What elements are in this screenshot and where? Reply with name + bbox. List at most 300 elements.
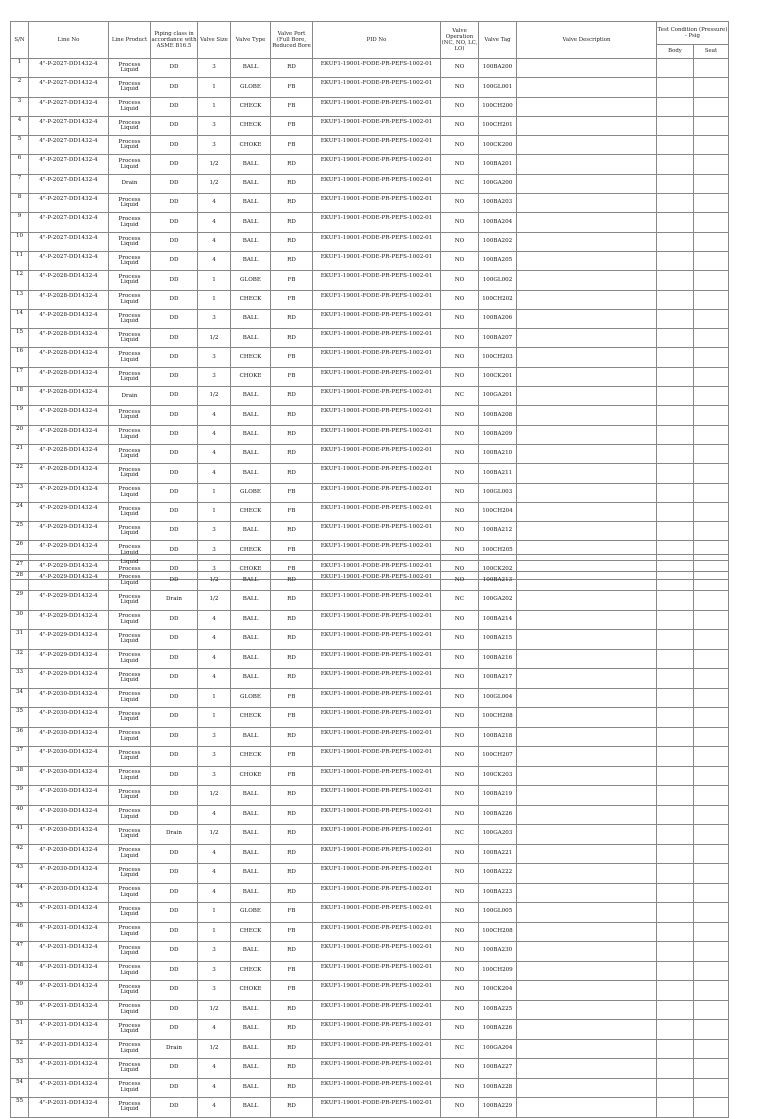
valve-tag-cell: 100BA208 [479, 406, 517, 425]
line-no-cell: 4"-P-2028-DD1432-4 [29, 290, 109, 309]
valve-tag-cell: 100GA201 [479, 387, 517, 406]
line-product-cell: Process Liquid [109, 942, 151, 962]
piping-class-cell: DD [151, 708, 198, 728]
valve-operation-cell: NO [441, 406, 479, 425]
valve-description-cell [517, 981, 657, 1001]
header-pid-no: PID No [313, 22, 441, 59]
sn-cell: 24 [11, 502, 29, 521]
line-product-cell: Process Liquid [109, 844, 151, 864]
valve-table-page-1 [10, 21, 729, 580]
line-no-cell: 4"-P-2031-DD1432-4 [29, 1020, 109, 1040]
valve-type-cell: BALL [231, 464, 271, 483]
pid-no-cell: EKUF1-19001-FODE-PR-PEFS-1002-01 [313, 669, 441, 689]
piping-class-cell: DD [151, 194, 198, 213]
pid-no-cell: EKUF1-19001-FODE-PR-PEFS-1002-01 [313, 78, 441, 97]
valve-size-cell: 4 [198, 251, 231, 270]
pid-no-cell: EKUF1-19001-FODE-PR-PEFS-1002-01 [313, 747, 441, 767]
line-product-cell: Process Liquid [109, 213, 151, 232]
valve-description-cell [517, 367, 657, 386]
valve-size-cell: 1/2 [198, 329, 231, 348]
test-seat-cell [694, 1020, 729, 1040]
valve-size-cell: 4 [198, 232, 231, 251]
sn-cell: 25 [11, 522, 29, 541]
table-row [11, 1039, 729, 1059]
test-seat-cell [694, 591, 729, 611]
pid-no-cell: EKUF1-19001-FODE-PR-PEFS-1002-01 [313, 591, 441, 611]
test-seat-cell [694, 116, 729, 135]
pid-no-cell: EKUF1-19001-FODE-PR-PEFS-1002-01 [313, 786, 441, 806]
test-body-cell [657, 155, 694, 174]
valve-port-cell: FB [271, 922, 313, 942]
valve-type-cell: BALL [231, 232, 271, 251]
valve-port-cell: RD [271, 805, 313, 825]
line-no-cell: 4"-P-2027-DD1432-4 [29, 232, 109, 251]
line-product-cell: Process Liquid [109, 444, 151, 463]
pid-no-cell: EKUF1-19001-FODE-PR-PEFS-1002-01 [313, 541, 441, 560]
valve-description-cell [517, 1020, 657, 1040]
test-seat-cell [694, 251, 729, 270]
valve-description-cell [517, 591, 657, 611]
valve-port-cell: FB [271, 688, 313, 708]
line-no-cell: 4"-P-2030-DD1432-4 [29, 766, 109, 786]
valve-type-cell: CHOKE [231, 766, 271, 786]
empty-cell [151, 555, 198, 572]
test-body-cell [657, 387, 694, 406]
test-body-cell [657, 942, 694, 962]
table-row [11, 155, 729, 174]
test-body-cell [657, 406, 694, 425]
pid-no-cell: EKUF1-19001-FODE-PR-PEFS-1002-01 [313, 1000, 441, 1020]
sn-cell: 8 [11, 194, 29, 213]
sn-cell: 47 [11, 942, 29, 962]
valve-port-cell: FB [271, 271, 313, 290]
table-row [11, 194, 729, 213]
table-row [11, 805, 729, 825]
valve-size-cell: 4 [198, 194, 231, 213]
test-body-cell [657, 116, 694, 135]
line-no-cell: 4"-P-2028-DD1432-4 [29, 444, 109, 463]
piping-class-cell: DD [151, 922, 198, 942]
table-row [11, 571, 729, 591]
sn-cell: 19 [11, 406, 29, 425]
test-seat-cell [694, 981, 729, 1001]
pid-no-cell: EKUF1-19001-FODE-PR-PEFS-1002-01 [313, 155, 441, 174]
header-valve-port: Valve Port (Full Bore, Reduced Bore [271, 22, 313, 59]
valve-port-cell: RD [271, 844, 313, 864]
valve-size-cell: 1/2 [198, 825, 231, 845]
piping-class-cell: DD [151, 883, 198, 903]
pid-no-cell: EKUF1-19001-FODE-PR-PEFS-1002-01 [313, 883, 441, 903]
line-no-cell: 4"-P-2028-DD1432-4 [29, 271, 109, 290]
empty-cell [479, 555, 517, 572]
valve-port-cell: FB [271, 708, 313, 728]
header-body: Body [657, 45, 694, 59]
valve-type-cell: BALL [231, 649, 271, 669]
test-body-cell [657, 290, 694, 309]
test-body-cell [657, 922, 694, 942]
pid-no-cell: EKUF1-19001-FODE-PR-PEFS-1002-01 [313, 271, 441, 290]
line-product-cell: Process Liquid [109, 1020, 151, 1040]
table-row [11, 903, 729, 923]
table-row [11, 59, 729, 78]
line-product-cell: Process Liquid [109, 271, 151, 290]
pid-no-cell: EKUF1-19001-FODE-PR-PEFS-1002-01 [313, 903, 441, 923]
piping-class-cell: DD [151, 329, 198, 348]
line-product-cell: Process Liquid [109, 59, 151, 78]
piping-class-cell: DD [151, 903, 198, 923]
valve-port-cell: FB [271, 961, 313, 981]
piping-class-cell: DD [151, 425, 198, 444]
test-seat-cell [694, 232, 729, 251]
valve-type-cell: BALL [231, 591, 271, 611]
valve-size-cell: 1/2 [198, 571, 231, 591]
valve-tag-cell: 100CH201 [479, 116, 517, 135]
valve-description-cell [517, 425, 657, 444]
line-product-cell: Process Liquid [109, 116, 151, 135]
valve-tag-cell: 100BA200 [479, 59, 517, 78]
valve-type-cell: BALL [231, 864, 271, 884]
valve-tag-cell: 100BA223 [479, 883, 517, 903]
line-no-cell: 4"-P-2031-DD1432-4 [29, 1078, 109, 1098]
line-product-cell: Process Liquid [109, 136, 151, 155]
valve-description-cell [517, 502, 657, 521]
line-product-cell: Process Liquid [109, 766, 151, 786]
valve-port-cell: FB [271, 903, 313, 923]
test-body-cell [657, 591, 694, 611]
table-row [11, 348, 729, 367]
piping-class-cell: DD [151, 59, 198, 78]
pid-no-cell: EKUF1-19001-FODE-PR-PEFS-1002-01 [313, 522, 441, 541]
valve-description-cell [517, 1078, 657, 1098]
sn-cell: 22 [11, 464, 29, 483]
valve-port-cell: RD [271, 425, 313, 444]
valve-tag-cell: 100BA203 [479, 194, 517, 213]
valve-type-cell: BALL [231, 155, 271, 174]
sn-cell: 46 [11, 922, 29, 942]
valve-type-cell: BALL [231, 669, 271, 689]
valve-description-cell [517, 136, 657, 155]
empty-cell [11, 555, 29, 572]
line-no-cell: 4"-P-2030-DD1432-4 [29, 825, 109, 845]
sn-cell: 52 [11, 1039, 29, 1059]
test-seat-cell [694, 766, 729, 786]
test-body-cell [657, 844, 694, 864]
valve-type-cell: BALL [231, 942, 271, 962]
pid-no-cell: EKUF1-19001-FODE-PR-PEFS-1002-01 [313, 1059, 441, 1079]
test-seat-cell [694, 309, 729, 328]
line-no-cell: 4"-P-2027-DD1432-4 [29, 116, 109, 135]
valve-tag-cell: 100BA205 [479, 251, 517, 270]
valve-description-cell [517, 309, 657, 328]
pid-no-cell: EKUF1-19001-FODE-PR-PEFS-1002-01 [313, 649, 441, 669]
valve-type-cell: BALL [231, 610, 271, 630]
valve-tag-cell: 100BA210 [479, 444, 517, 463]
test-seat-cell [694, 1098, 729, 1118]
line-product-cell: Process Liquid [109, 883, 151, 903]
pid-no-cell: EKUF1-19001-FODE-PR-PEFS-1002-01 [313, 232, 441, 251]
line-product-cell: Process Liquid [109, 97, 151, 116]
piping-class-cell: DD [151, 942, 198, 962]
line-no-cell: 4"-P-2031-DD1432-4 [29, 1039, 109, 1059]
valve-type-cell: BALL [231, 1059, 271, 1079]
valve-tag-cell: 100BA214 [479, 610, 517, 630]
table-row [11, 232, 729, 251]
valve-operation-cell: NO [441, 571, 479, 591]
valve-operation-cell: NO [441, 97, 479, 116]
empty-cell [198, 555, 231, 572]
valve-operation-cell: NO [441, 903, 479, 923]
line-no-cell: 4"-P-2029-DD1432-4 [29, 630, 109, 650]
line-no-cell: 4"-P-2029-DD1432-4 [29, 591, 109, 611]
piping-class-cell: DD [151, 786, 198, 806]
table-row [11, 502, 729, 521]
piping-class-cell: DD [151, 116, 198, 135]
test-body-cell [657, 271, 694, 290]
table-row [11, 844, 729, 864]
valve-operation-cell: NO [441, 464, 479, 483]
empty-cell [657, 555, 694, 572]
valve-operation-cell: NO [441, 290, 479, 309]
valve-description-cell [517, 961, 657, 981]
valve-description-cell [517, 406, 657, 425]
test-seat-cell [694, 1078, 729, 1098]
valve-size-cell: 1 [198, 502, 231, 521]
valve-operation-cell: NO [441, 1000, 479, 1020]
line-no-cell: 4"-P-2031-DD1432-4 [29, 1059, 109, 1079]
valve-size-cell: 4 [198, 406, 231, 425]
valve-port-cell: RD [271, 610, 313, 630]
valve-tag-cell: 100GL004 [479, 688, 517, 708]
line-product-cell: Process Liquid [109, 961, 151, 981]
header-valve-tag: Valve Tag [479, 22, 517, 59]
valve-port-cell: RD [271, 309, 313, 328]
valve-operation-cell: NO [441, 1059, 479, 1079]
valve-tag-cell: 100BA229 [479, 1098, 517, 1118]
line-no-cell: 4"-P-2027-DD1432-4 [29, 194, 109, 213]
sn-cell: 21 [11, 444, 29, 463]
pid-no-cell: EKUF1-19001-FODE-PR-PEFS-1002-01 [313, 1020, 441, 1040]
valve-operation-cell: NO [441, 522, 479, 541]
test-body-cell [657, 59, 694, 78]
table-row [11, 78, 729, 97]
sn-cell: 20 [11, 425, 29, 444]
sn-cell: 28 [11, 571, 29, 591]
sn-cell: 7 [11, 174, 29, 193]
valve-description-cell [517, 464, 657, 483]
piping-class-cell: DD [151, 961, 198, 981]
empty-cell [231, 555, 271, 572]
valve-description-cell [517, 922, 657, 942]
line-product-cell: Drain [109, 174, 151, 193]
line-product-cell: Process Liquid [109, 502, 151, 521]
test-seat-cell [694, 155, 729, 174]
valve-port-cell: FB [271, 367, 313, 386]
test-seat-cell [694, 669, 729, 689]
sn-cell: 48 [11, 961, 29, 981]
valve-description-cell [517, 522, 657, 541]
table-row [11, 329, 729, 348]
line-no-cell: 4"-P-2029-DD1432-4 [29, 502, 109, 521]
piping-class-cell: DD [151, 271, 198, 290]
sn-cell: 38 [11, 766, 29, 786]
table-row [11, 942, 729, 962]
table-row [11, 864, 729, 884]
pid-no-cell: EKUF1-19001-FODE-PR-PEFS-1002-01 [313, 309, 441, 328]
table-body-page-1 [11, 59, 729, 580]
valve-tag-cell: 100GL002 [479, 271, 517, 290]
valve-tag-cell: 100BA206 [479, 309, 517, 328]
valve-port-cell: FB [271, 97, 313, 116]
valve-type-cell: CHECK [231, 747, 271, 767]
empty-cell [517, 555, 657, 572]
line-product-cell: Process Liquid [109, 825, 151, 845]
test-body-cell [657, 708, 694, 728]
pid-no-cell: EKUF1-19001-FODE-PR-PEFS-1002-01 [313, 367, 441, 386]
valve-description-cell [517, 387, 657, 406]
line-no-cell: 4"-P-2030-DD1432-4 [29, 747, 109, 767]
continuation-row [11, 555, 729, 572]
test-body-cell [657, 309, 694, 328]
valve-tag-cell: 100BA207 [479, 329, 517, 348]
valve-description-cell [517, 630, 657, 650]
piping-class-cell: DD [151, 406, 198, 425]
valve-size-cell: 1/2 [198, 155, 231, 174]
valve-size-cell: 4 [198, 464, 231, 483]
line-product-cell: Process Liquid [109, 747, 151, 767]
valve-size-cell: 1 [198, 290, 231, 309]
line-no-cell: 4"-P-2028-DD1432-4 [29, 464, 109, 483]
valve-port-cell: RD [271, 329, 313, 348]
test-body-cell [657, 630, 694, 650]
page-2 [10, 554, 728, 1118]
test-seat-cell [694, 329, 729, 348]
line-product-cell: Process Liquid [109, 903, 151, 923]
line-product-cell: Process Liquid [109, 786, 151, 806]
sn-cell: 18 [11, 387, 29, 406]
valve-description-cell [517, 444, 657, 463]
valve-size-cell: 3 [198, 59, 231, 78]
valve-size-cell: 4 [198, 864, 231, 884]
valve-type-cell: GLOBE [231, 688, 271, 708]
piping-class-cell: DD [151, 560, 198, 579]
valve-type-cell: BALL [231, 59, 271, 78]
valve-port-cell: RD [271, 406, 313, 425]
pid-no-cell: EKUF1-19001-FODE-PR-PEFS-1002-01 [313, 1039, 441, 1059]
valve-port-cell: FB [271, 766, 313, 786]
valve-port-cell: RD [271, 864, 313, 884]
test-seat-cell [694, 883, 729, 903]
valve-operation-cell: NO [441, 136, 479, 155]
valve-tag-cell: 100CH205 [479, 541, 517, 560]
valve-size-cell: 1/2 [198, 1000, 231, 1020]
valve-port-cell: FB [271, 747, 313, 767]
piping-class-cell: DD [151, 610, 198, 630]
valve-tag-cell: 100BA201 [479, 155, 517, 174]
valve-size-cell: 4 [198, 610, 231, 630]
sn-cell: 34 [11, 688, 29, 708]
test-seat-cell [694, 464, 729, 483]
pid-no-cell: EKUF1-19001-FODE-PR-PEFS-1002-01 [313, 329, 441, 348]
valve-port-cell: FB [271, 78, 313, 97]
header-test-condition: Test Condition (Pressure) - Psig [657, 22, 729, 45]
test-body-cell [657, 649, 694, 669]
test-seat-cell [694, 610, 729, 630]
test-seat-cell [694, 786, 729, 806]
test-seat-cell [694, 864, 729, 884]
piping-class-cell: DD [151, 444, 198, 463]
valve-port-cell: FB [271, 981, 313, 1001]
test-seat-cell [694, 805, 729, 825]
table-row [11, 97, 729, 116]
test-body-cell [657, 688, 694, 708]
header-sn: S/N [11, 22, 29, 59]
test-body-cell [657, 174, 694, 193]
sn-cell: 2 [11, 78, 29, 97]
valve-size-cell: 1/2 [198, 387, 231, 406]
test-body-cell [657, 367, 694, 386]
header-valve-type: Valve Type [231, 22, 271, 59]
line-no-cell: 4"-P-2027-DD1432-4 [29, 251, 109, 270]
valve-description-cell [517, 610, 657, 630]
line-no-cell: 4"-P-2030-DD1432-4 [29, 786, 109, 806]
line-no-cell: 4"-P-2029-DD1432-4 [29, 610, 109, 630]
valve-operation-cell: NO [441, 649, 479, 669]
sn-cell: 30 [11, 610, 29, 630]
valve-size-cell: 3 [198, 367, 231, 386]
pid-no-cell: EKUF1-19001-FODE-PR-PEFS-1002-01 [313, 502, 441, 521]
valve-tag-cell: 100BA226 [479, 1020, 517, 1040]
valve-size-cell: 4 [198, 444, 231, 463]
line-no-cell: 4"-P-2031-DD1432-4 [29, 1000, 109, 1020]
test-body-cell [657, 883, 694, 903]
line-no-cell: 4"-P-2029-DD1432-4 [29, 522, 109, 541]
valve-port-cell: RD [271, 727, 313, 747]
piping-class-cell: DD [151, 688, 198, 708]
test-seat-cell [694, 194, 729, 213]
pid-no-cell: EKUF1-19001-FODE-PR-PEFS-1002-01 [313, 630, 441, 650]
valve-type-cell: BALL [231, 883, 271, 903]
valve-tag-cell: 100GA202 [479, 591, 517, 611]
test-body-cell [657, 825, 694, 845]
pid-no-cell: EKUF1-19001-FODE-PR-PEFS-1002-01 [313, 961, 441, 981]
line-product-cell: Process Liquid [109, 329, 151, 348]
valve-description-cell [517, 174, 657, 193]
valve-port-cell: FB [271, 116, 313, 135]
table-row [11, 825, 729, 845]
valve-operation-cell: NC [441, 825, 479, 845]
valve-size-cell: 1 [198, 688, 231, 708]
valve-type-cell: CHECK [231, 708, 271, 728]
pid-no-cell: EKUF1-19001-FODE-PR-PEFS-1002-01 [313, 387, 441, 406]
test-seat-cell [694, 290, 729, 309]
valve-operation-cell: NO [441, 367, 479, 386]
test-seat-cell [694, 571, 729, 591]
table-row [11, 387, 729, 406]
piping-class-cell: DD [151, 727, 198, 747]
table-row [11, 290, 729, 309]
line-no-cell: 4"-P-2029-DD1432-4 [29, 483, 109, 502]
table-body-page-2 [11, 555, 729, 1118]
line-product-cell: Process Liquid [109, 669, 151, 689]
valve-operation-cell: NO [441, 425, 479, 444]
valve-port-cell: RD [271, 1020, 313, 1040]
valve-size-cell: 3 [198, 541, 231, 560]
sn-cell: 16 [11, 348, 29, 367]
test-body-cell [657, 213, 694, 232]
valve-size-cell: 4 [198, 844, 231, 864]
test-body-cell [657, 747, 694, 767]
valve-tag-cell: 100BA222 [479, 864, 517, 884]
